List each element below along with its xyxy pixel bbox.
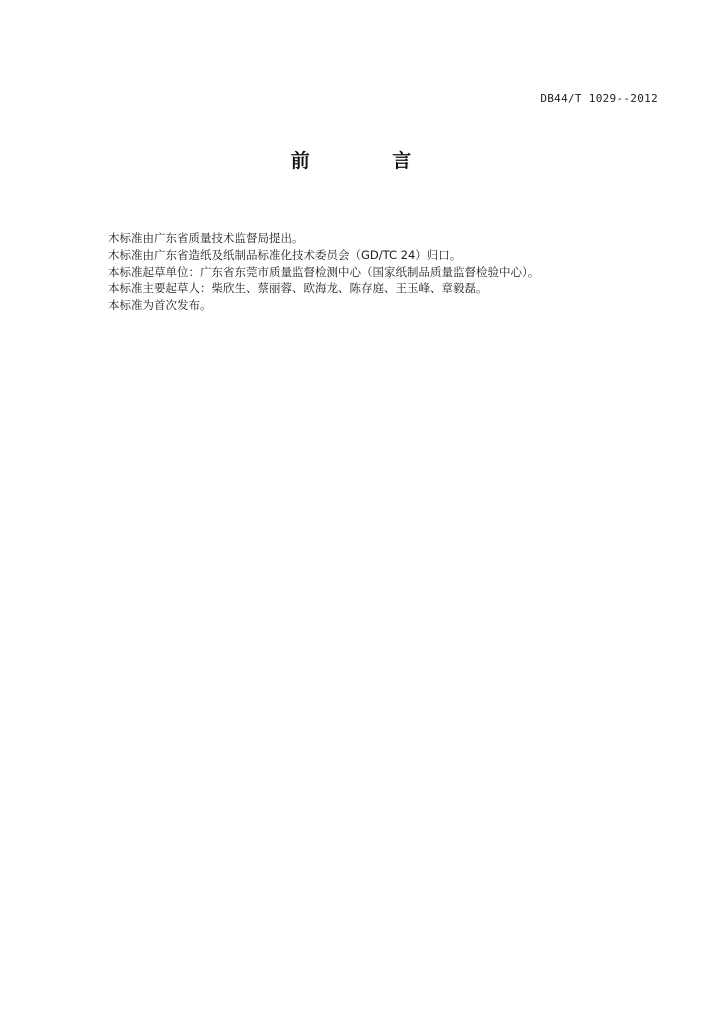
foreword-body (108, 230, 668, 314)
page-title: 前 言 (290, 150, 450, 172)
foreword-line-first-release: 本标准为首次发布。 (108, 298, 212, 313)
foreword-line-committee: 木标准由广东省造纸及纸制品标准化技术委员会（GD/TC 24）归口。 (108, 247, 462, 262)
standard-code: DB44/T 1029--2012 (540, 92, 658, 105)
foreword-line-drafters: 本标准主要起草人：柴欣生、蔡丽蓉、欧海龙、陈存庭、王玉峰、章毅磊。 (108, 281, 488, 296)
foreword-line-drafting-unit: 本标准起草单位：广东省东莞市质量监督检测中心（国家纸制品质量监督检验中心）。 (108, 264, 540, 279)
foreword-line-proposer: 木标准由广东省质量技术监督局提出。 (108, 231, 304, 245)
